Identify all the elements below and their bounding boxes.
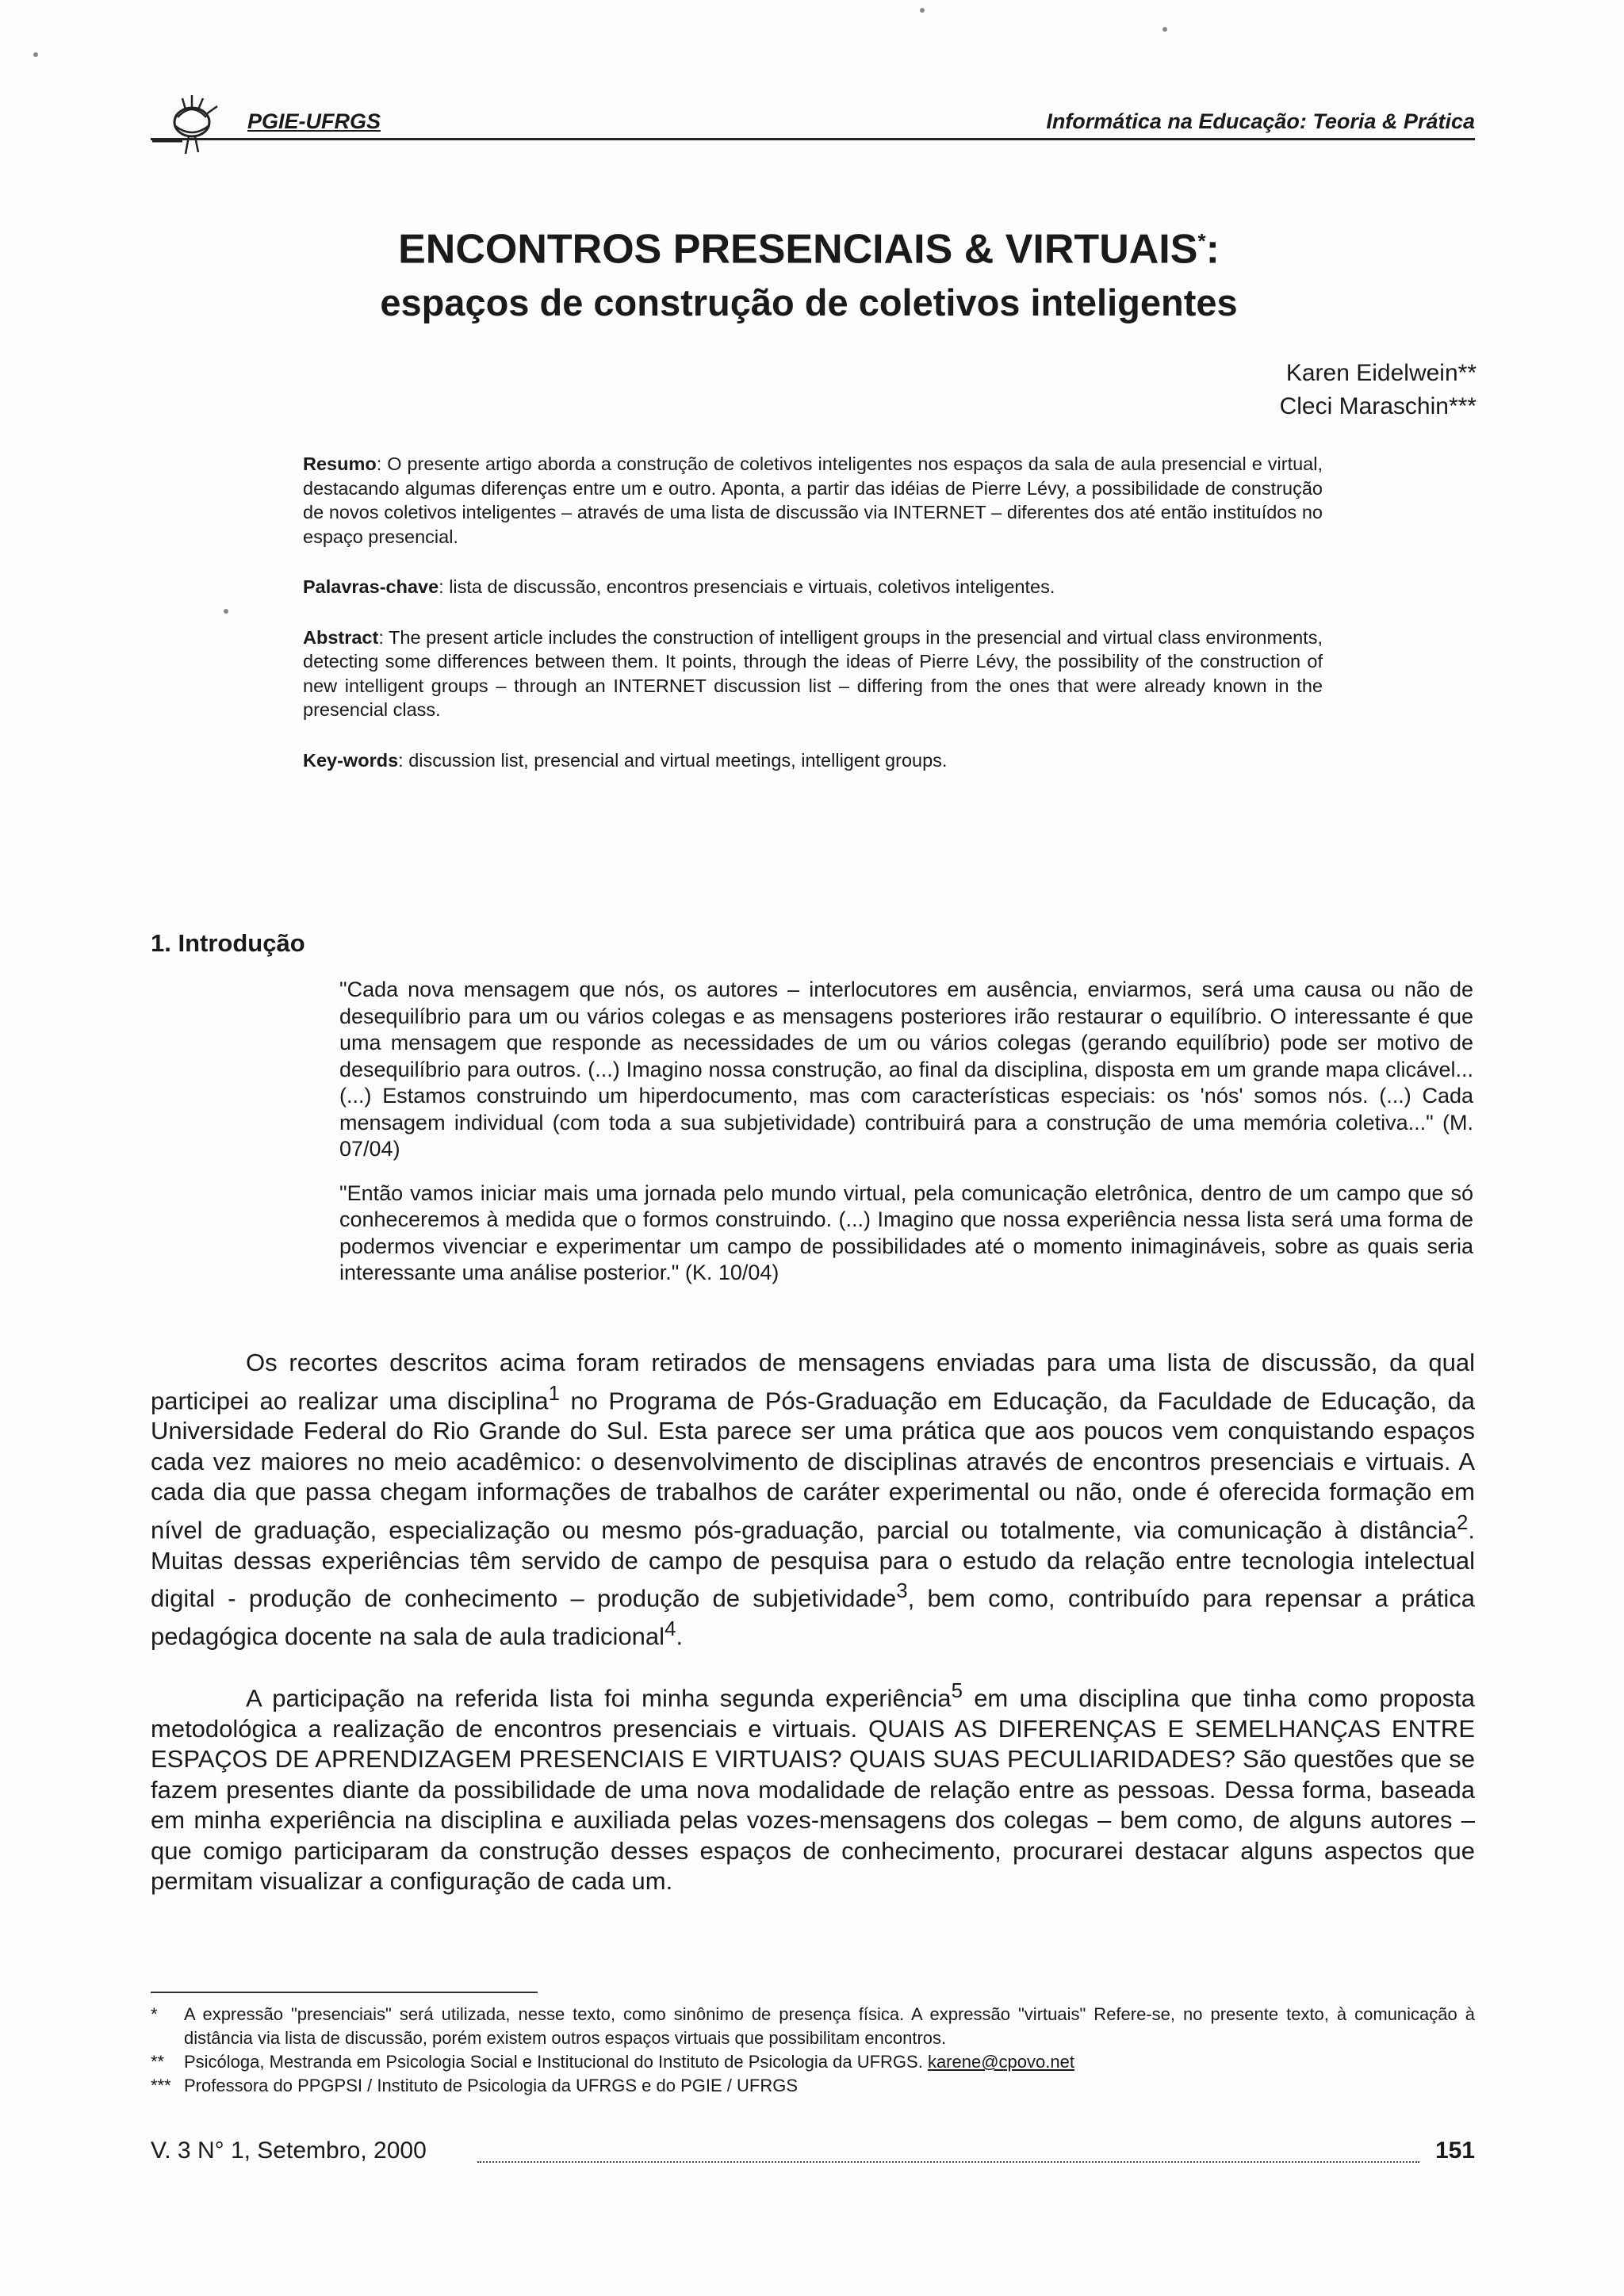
author-name: Karen Eidelwein** xyxy=(1285,360,1477,386)
footnote-marker: ** xyxy=(151,2052,165,2072)
page-footer xyxy=(151,2137,1475,2172)
footnote-ref: 4 xyxy=(665,1617,676,1640)
abstract-pt-label: Resumo xyxy=(303,453,377,474)
block-quote: "Então vamos iniciar mais uma jornada pelo mundo virtual, pela comunicação eletrônica, dentro de um campo que só conheceremos à medida que o formos construindo. (...) Imagino que nossa experiência nessa lista será uma forma de podermos vivenciar e experimentar um campo de possibilidades até o momento inimagináveis, sobre as quais seria interessante uma análise posterior." (K. 10/04) xyxy=(339,1181,1473,1284)
scan-speck xyxy=(224,609,228,614)
scan-speck xyxy=(33,52,38,57)
footnote-text: Psicóloga, Mestranda em Psicologia Social e Institucional do Instituto de Psicologia da UFRGS. xyxy=(184,2052,923,2072)
abstract-en-text: : The present article includes the construction of intelligent groups in the presencial and virtual class environments, detecting some differences between them. It points, through the ideas of Pierre Lévy, the possibility of the construction of new intelligent groups – through an INTERNET discussion list – differing from the ones that were already known in the presencial class. xyxy=(303,626,1323,720)
footnote-text: A expressão "presenciais" será utilizada, nesse texto, como sinônimo de presença física. A expressão "virtuais" Refere-se, no presente texto, à comunicação à distância via lista de discussão, porém existem outros espaços virtuais que possibilitam encontros. xyxy=(184,2004,1475,2048)
keywords-en-label: Key-words xyxy=(303,749,399,771)
footnote-ref: 2 xyxy=(1457,1511,1469,1534)
footnote-marker: *** xyxy=(151,2076,171,2095)
abstract-en xyxy=(303,626,1323,722)
text-run: . xyxy=(676,1622,684,1651)
title-colon: : xyxy=(1205,226,1220,273)
footnote-marker: * xyxy=(151,2004,158,2024)
keywords-pt-text: : lista de discussão, encontros presenciais e virtuais, coletivos inteligentes. xyxy=(439,576,1055,597)
abstract-section xyxy=(303,452,1323,772)
footnote-divider xyxy=(151,1992,538,1993)
title-footnote-mark: * xyxy=(1197,229,1206,253)
abstract-en-label: Abstract xyxy=(303,626,379,648)
scan-speck xyxy=(920,8,925,13)
body-text xyxy=(151,1348,1475,1921)
footer-leader-dots xyxy=(477,2161,1419,2163)
title-subtitle: espaços de construção de coletivos inteligentes xyxy=(380,281,1238,324)
footnote-text: Professora do PPGPSI / Instituto de Psicologia da UFRGS e do PGIE / UFRGS xyxy=(184,2076,798,2095)
footnote xyxy=(151,2074,1475,2098)
epigraph-quotes xyxy=(339,977,1473,1304)
keywords-en-text: : discussion list, presencial and virtual meetings, intelligent groups. xyxy=(398,749,948,771)
abstract-pt xyxy=(303,452,1323,549)
text-run: A participação na referida lista foi minha segunda experiência xyxy=(246,1684,952,1712)
title-main-text: ENCONTROS PRESENCIAIS & VIRTUAIS xyxy=(398,226,1198,273)
keywords-en xyxy=(303,748,1323,773)
section-heading: 1. Introdução xyxy=(151,929,305,957)
journal-short-name: PGIE-UFRGS xyxy=(247,109,381,133)
footnote-ref: 3 xyxy=(896,1580,908,1603)
page-number: 151 xyxy=(1434,2137,1475,2164)
pgie-logo-icon xyxy=(151,94,230,157)
article-title xyxy=(159,216,1459,330)
footnote xyxy=(151,2050,1475,2074)
author-email-link[interactable]: karene@cpovo.net xyxy=(927,2052,1074,2072)
footnote-ref: 1 xyxy=(548,1382,561,1405)
text-run: no Programa de Pós-Graduação em Educação, da Faculdade de Educação, da Universidade Federal do Rio Grande do Sul. Esta parece ser uma prática que aos poucos vem conquistando espaços cada vez maiores no meio acadêmico: o desenvolvimento de disciplinas através de encontros presenciais e virtuais. A cada dia que passa chegam informações de trabalhos de caráter experimental ou não, onde é oferecida formação em nível de graduação, especialização ou mesmo pós-graduação, parcial ou totalmente, via comunicação à distância xyxy=(151,1386,1476,1544)
author-list xyxy=(1280,357,1477,423)
author-name: Cleci Maraschin*** xyxy=(1279,393,1477,419)
title-main xyxy=(159,216,1459,274)
footnote-ref: 5 xyxy=(951,1679,963,1702)
keywords-pt xyxy=(303,575,1323,599)
text-run: em uma disciplina que tinha como proposta metodológica a realização de encontros presenciais e virtuais. QUAIS AS DIFERENÇAS E SEMELHANÇAS ENTRE ESPAÇOS DE APRENDIZAGEM PRESENCIAIS E VIRTUAIS? QUAIS SUAS PECULIARIDADES? São questões que se fazem presentes diante da possibilidade de uma nova modalidade de relação entre as pessoas. Dessa forma, baseada em minha experiência na disciplina e auxiliada pelas vozes-mensagens dos colegas – bem como, de alguns autores – que comigo participaram da construção desses espaços de conhecimento, procurarei destacar alguns aspectos que permitam visualizar a configuração de cada um. xyxy=(151,1684,1476,1896)
footnotes xyxy=(151,2003,1475,2098)
footnote xyxy=(151,2003,1475,2050)
abstract-pt-text: : O presente artigo aborda a construção de coletivos inteligentes nos espaços da sala de aula presencial e virtual, destacando algumas diferenças entre um e outro. Aponta, a partir das idéias de Pierre Lévy, a possibilidade de construção de novos coletivos inteligentes – através de uma lista de discussão via INTERNET – diferentes dos até então instituídos no espaço presencial. xyxy=(303,453,1323,547)
text-run: . Muitas dessas experiências têm servido de campo de pesquisa para o estudo da relação entre tecnologia intelectual digital - produção de conhecimento – produção de subjetividade xyxy=(151,1516,1475,1613)
body-paragraph xyxy=(151,1676,1475,1897)
issue-info: V. 3 N° 1, Setembro, 2000 xyxy=(151,2137,427,2164)
journal-title: Informática na Educação: Teoria & Prática xyxy=(1046,109,1475,133)
block-quote: "Cada nova mensagem que nós, os autores – interlocutores em ausência, enviarmos, será uma causa ou não de desequilíbrio para um ou vários colegas e as mensagens posteriores irão restaurar o equilíbrio. O interessante é que uma mensagem que responde as necessidades de um ou vários colegas (gerando equilíbrio) pode ser motivo de desequilíbrio para outros. (...) Imagino nossa construção, ao final da disciplina, disposta em um grande mapa clicável... (...) Estamos construindo um hiperdocumento, mas com características especiais: os 'nós' somos nós. (...) Cada mensagem individual (com toda a sua subjetividade) contribuirá para a construção de uma memória coletiva..." (M. 07/04) xyxy=(339,978,1473,1161)
text-run: , bem como, contribuído para repensar a prática pedagógica docente na sala de aula tradicional xyxy=(151,1584,1475,1651)
text-run: Os recortes descritos acima foram retirados de mensagens enviadas para uma lista de discussão, da qual participei ao realizar uma disciplina xyxy=(151,1349,1475,1414)
body-paragraph xyxy=(151,1348,1475,1652)
keywords-pt-label: Palavras-chave xyxy=(303,576,439,597)
running-header xyxy=(151,94,1475,140)
scan-speck xyxy=(1162,27,1167,32)
